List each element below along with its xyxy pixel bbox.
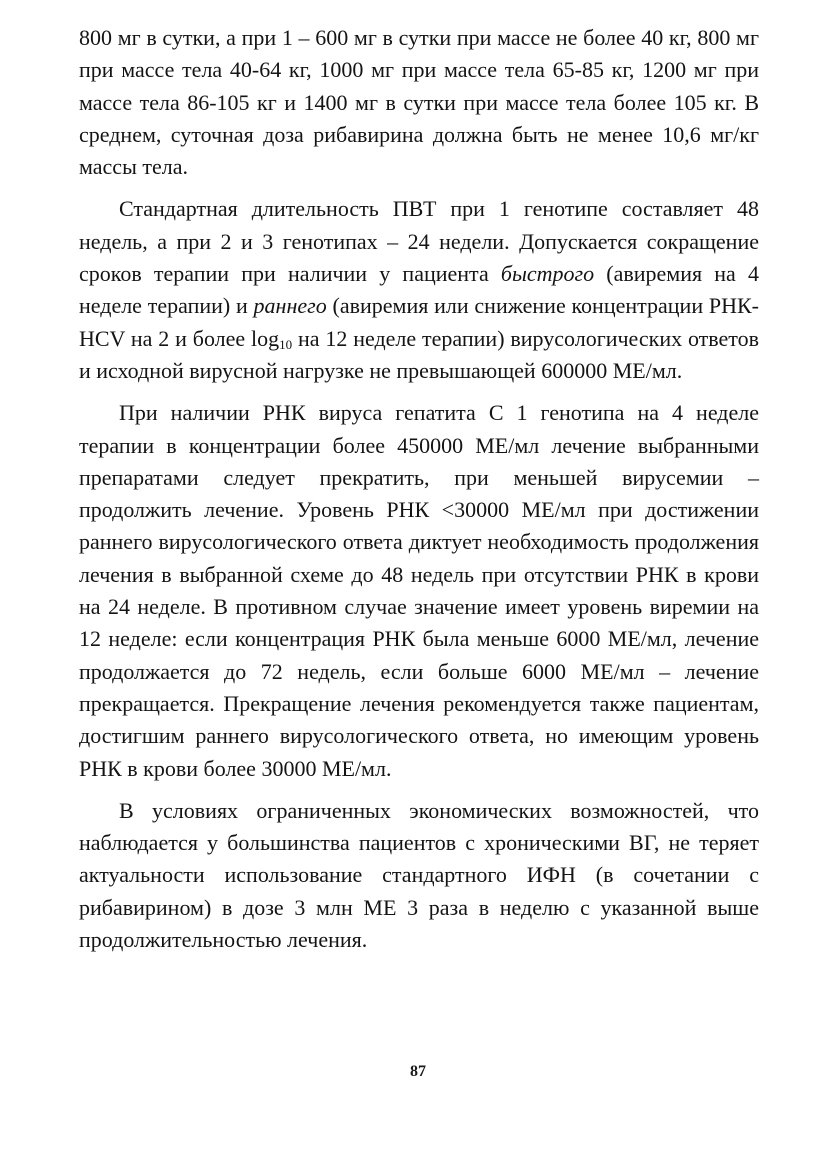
text-span: на 12 неделе терапии) вирусологических ответов и исходной вирусной нагрузке не превышающей 600000 МЕ/мл. (79, 325, 760, 383)
page-number: 87 (410, 1063, 426, 1080)
text-span: Стандартная длительность ПВТ при 1 генотипе составляет 48 недель, а при 2 и 3 генотипах – 24 недели. Допускается сокращение сроков терапии при наличии у пациента (79, 196, 759, 287)
log-subscript: 10 (279, 336, 293, 352)
paragraph-economic-conditions: В условиях ограниченных экономических возможностей, что наблюдается у большинства пациентов с хроническими ВГ, не теряет актуальности использование стандартного ИФН (в сочетании с рибавирином) в дозе 3 млн МЕ 3 раза в неделю с указанной выше продолжительностью лечения. (79, 797, 759, 953)
text-span: (авиремия на 4 неделе терапии) и (79, 261, 759, 319)
paragraph-therapy-duration (79, 193, 759, 387)
emphasis-rapid: быстрого (500, 261, 595, 287)
body-text (79, 22, 759, 956)
paragraph-rna-genotype-1: При наличии РНК вируса гепатита С 1 генотипа на 4 неделе терапии в концентрации более 450000 МЕ/мл лечение выбранными препаратами следует прекратить, при меньшей вирусемии – продолжить лечение. Уровень РНК <30000 МЕ/мл при достижении раннего вирусологического ответа диктует необходимость продолжения лечения в выбранной схеме до 48 недель при отсутствии РНК в крови на 24 неделе. В противном случае значение имеет уровень виремии на 12 неделе: если концентрация РНК была меньше 6000 МЕ/мл, лечение продолжается до 72 недель, если больше 6000 МЕ/мл – лечение прекращается. Прекращение лечения рекомендуется также пациентам, достигшим раннего вирусологического ответа, но имеющим уровень РНК в крови более 30000 МЕ/мл. (79, 400, 759, 781)
paragraph-ribavirin-dosage: 800 мг в сутки, а при 1 – 600 мг в сутки при массе не более 40 кг, 800 мг при массе тела 40-64 кг, 1000 мг при массе тела 65-85 кг, 1200 мг при массе тела 86-105 кг и 1400 мг в сутки при массе тела более 105 кг. В среднем, суточная доза рибавирина должна быть не менее 10,6 мг/кг массы тела. (79, 25, 759, 180)
text-span: (авиремия или снижение концентрации РНК-HCV на 2 и более log (79, 293, 759, 351)
emphasis-early: раннего (253, 293, 327, 319)
